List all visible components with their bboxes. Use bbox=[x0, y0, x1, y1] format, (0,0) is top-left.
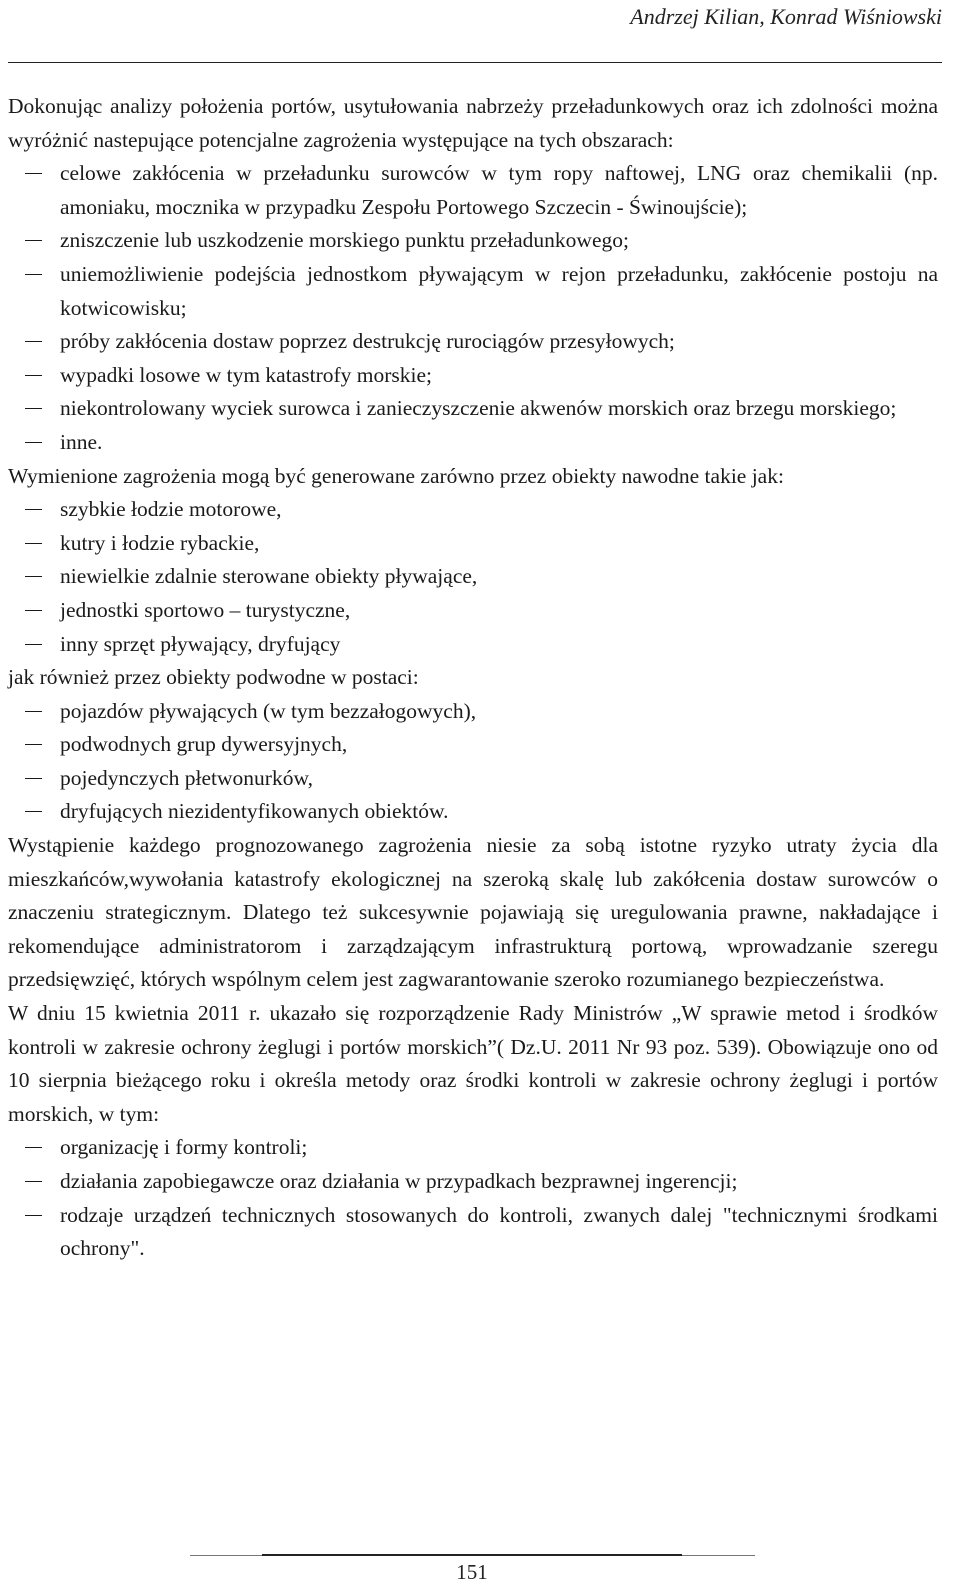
surface-objects-list bbox=[8, 493, 938, 661]
list-item-text: kutry i łodzie rybackie, bbox=[60, 530, 260, 555]
dash-bullet-icon bbox=[25, 442, 42, 443]
underwater-intro-paragraph: jak również przez obiekty podwodne w postaci: bbox=[8, 665, 419, 690]
list-item-text: inny sprzęt pływający, dryfujący bbox=[60, 631, 341, 656]
list-item-text: pojazdów pływających (w tym bezzałogowych), bbox=[60, 698, 477, 723]
list-item-text: jednostki sportowo – turystyczne, bbox=[60, 597, 351, 622]
dash-bullet-icon bbox=[25, 341, 42, 342]
dash-bullet-icon bbox=[25, 610, 42, 611]
dash-bullet-icon bbox=[25, 811, 42, 812]
list-item bbox=[8, 594, 938, 628]
list-item-text: podwodnych grup dywersyjnych, bbox=[60, 732, 348, 757]
list-item bbox=[8, 325, 938, 359]
list-item bbox=[8, 258, 938, 325]
dash-bullet-icon bbox=[25, 274, 42, 275]
underwater-objects-list bbox=[8, 695, 938, 829]
list-item bbox=[8, 1199, 938, 1266]
running-header-authors: Andrzej Kilian, Konrad Wiśniowski bbox=[630, 4, 942, 29]
dash-bullet-icon bbox=[25, 408, 42, 409]
list-item bbox=[8, 628, 938, 662]
list-item bbox=[8, 1165, 938, 1199]
dash-bullet-icon bbox=[25, 1181, 42, 1182]
list-item bbox=[8, 392, 938, 426]
list-item-text: uniemożliwienie podejścia jednostkom pływającym w rejon przeładunku, zakłócenie postoju na kotwicowisku; bbox=[60, 261, 938, 320]
list-item bbox=[8, 1131, 938, 1165]
dash-bullet-icon bbox=[25, 711, 42, 712]
dash-bullet-icon bbox=[25, 1215, 42, 1216]
list-item bbox=[8, 560, 938, 594]
dash-bullet-icon bbox=[25, 240, 42, 241]
list-item-text: organizację i formy kontroli; bbox=[60, 1135, 308, 1160]
list-item-text: dryfujących niezidentyfikowanych obiektów. bbox=[60, 799, 449, 824]
regulation-items-list bbox=[8, 1131, 938, 1265]
dash-bullet-icon bbox=[25, 744, 42, 745]
risk-paragraph: Wystąpienie każdego prognozowanego zagrożenia niesie za sobą istotne ryzyko utraty życia dla mieszkańców,wywołania katastrofy ekologicznej na szeroką skalę lub zakółcenia dostaw surowców o znaczeniu strategicznym. Dlatego też sukcesywnie pojawiają się uregulowania prawne, nakładające i rekomendujące administratorom i zarządzającym infrastrukturą portową, wprowadzanie szeregu przedsięwzięć, których wspólnym celem jest zagwarantowanie szeroko rozumianego bezpieczeństwa. bbox=[8, 833, 938, 992]
list-item-text: wypadki losowe w tym katastrofy morskie; bbox=[60, 362, 433, 387]
header-rule bbox=[8, 62, 942, 63]
list-item bbox=[8, 527, 938, 561]
list-item bbox=[8, 157, 938, 224]
list-item bbox=[8, 762, 938, 796]
list-item-text: próby zakłócenia dostaw poprzez destrukcję rurociągów przesyłowych; bbox=[60, 329, 675, 354]
footer-rule-thick bbox=[262, 1554, 682, 1556]
list-item-text: inne. bbox=[60, 429, 103, 454]
dash-bullet-icon bbox=[25, 509, 42, 510]
dash-bullet-icon bbox=[25, 543, 42, 544]
list-item-text: niekontrolowany wyciek surowca i zanieczyszczenie akwenów morskich oraz brzegu morskiego; bbox=[60, 396, 897, 421]
list-item bbox=[8, 728, 938, 762]
dash-bullet-icon bbox=[25, 375, 42, 376]
dash-bullet-icon bbox=[25, 644, 42, 645]
regulation-paragraph: W dniu 15 kwietnia 2011 r. ukazało się rozporządzenie Rady Ministrów „W sprawie metod i środków kontroli w zakresie ochrony żeglugi i portów morskich”( Dz.U. 2011 Nr 93 poz. 539). Obowiązuje ono od 10 sierpnia bieżącego roku i określa metody oraz środki kontroli w zakresie ochrony żeglugi i portów morskich, w tym: bbox=[8, 1001, 938, 1126]
page-content bbox=[8, 90, 938, 1266]
dash-bullet-icon bbox=[25, 173, 42, 174]
dash-bullet-icon bbox=[25, 1147, 42, 1148]
list-item bbox=[8, 426, 938, 460]
intro-paragraph: Dokonując analizy położenia portów, usytułowania nabrzeży przeładunkowych oraz ich zdolności można wyróżnić nastepujące potencjalne zagrożenia występujące na tych obszarach: bbox=[8, 94, 938, 152]
list-item-text: niewielkie zdalnie sterowane obiekty pływające, bbox=[60, 564, 478, 589]
list-item bbox=[8, 695, 938, 729]
list-item-text: zniszczenie lub uszkodzenie morskiego punktu przeładunkowego; bbox=[60, 228, 629, 253]
list-item-text: szybkie łodzie motorowe, bbox=[60, 497, 282, 522]
list-item bbox=[8, 359, 938, 393]
surface-intro-paragraph: Wymienione zagrożenia mogą być generowane zarówno przez obiekty nawodne takie jak: bbox=[8, 463, 784, 488]
list-item-text: celowe zakłócenia w przeładunku surowców w tym ropy naftowej, LNG oraz chemikalii (np. amoniaku, mocznika w przypadku Zespołu Portowego Szczecin - Świnoujście); bbox=[60, 161, 938, 219]
list-item bbox=[8, 795, 938, 829]
dash-bullet-icon bbox=[25, 778, 42, 779]
list-item-text: pojedynczych płetwonurków, bbox=[60, 765, 313, 790]
list-item bbox=[8, 224, 938, 258]
list-item-text: działania zapobiegawcze oraz działania w przypadkach bezprawnej ingerencji; bbox=[60, 1169, 738, 1193]
list-item bbox=[8, 493, 938, 527]
threats-list bbox=[8, 157, 938, 459]
dash-bullet-icon bbox=[25, 576, 42, 577]
list-item-text: rodzaje urządzeń technicznych stosowanych do kontroli, zwanych dalej "technicznymi środkami ochrony". bbox=[60, 1202, 938, 1261]
page-number: 151 bbox=[456, 1560, 488, 1584]
